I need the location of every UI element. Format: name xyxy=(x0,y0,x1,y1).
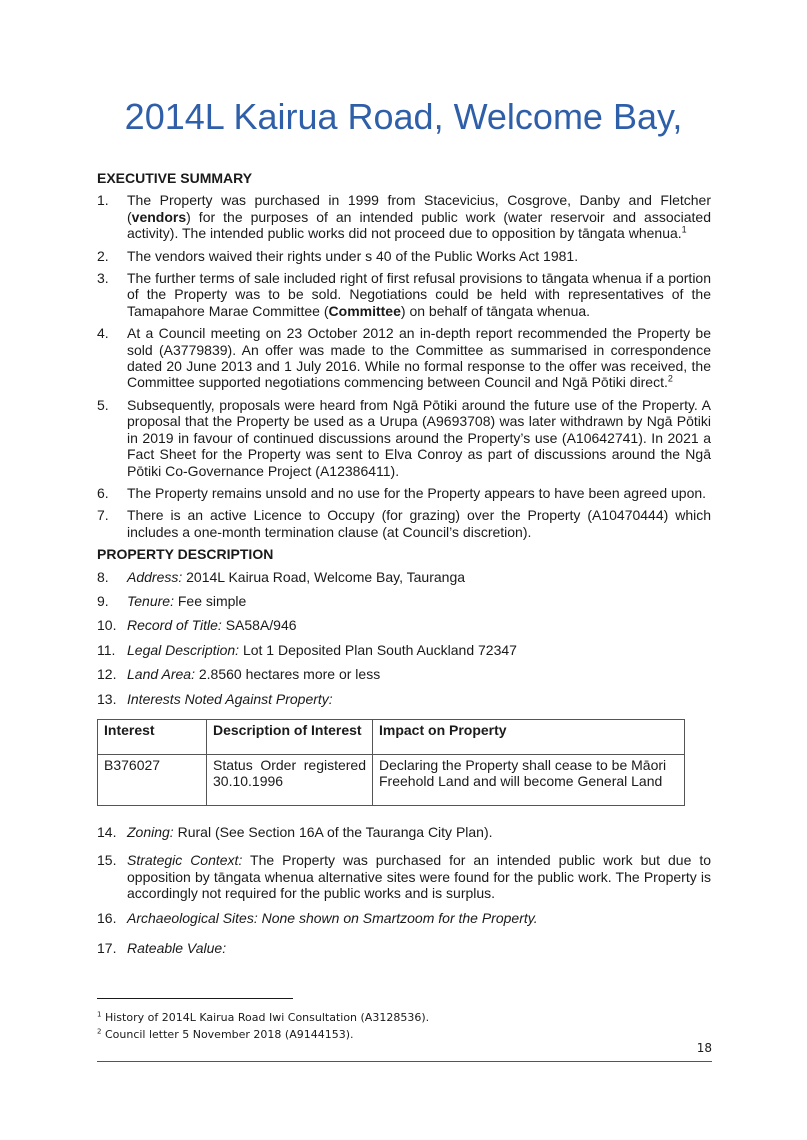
list-item xyxy=(97,642,711,658)
item-value: Rural (See Section 16A of the Tauranga City Plan). xyxy=(173,823,493,840)
item-number: 6. xyxy=(97,484,109,501)
item-value: Fee simple xyxy=(173,592,247,609)
item-number: 14. xyxy=(97,823,117,840)
item-text: The vendors waived their rights under s 40 of the Public Works Act 1981. xyxy=(127,247,579,264)
item-number: 16. xyxy=(97,909,117,926)
list-item xyxy=(97,824,711,840)
list-item xyxy=(97,507,711,540)
item-number: 4. xyxy=(97,325,109,342)
item-text: There is an active Licence to Occupy (for grazing) over the Property (A10470444) which includes a one-month termination clause (at Council’s discretion). xyxy=(127,507,711,540)
property-description-list-continued xyxy=(97,824,711,956)
list-item xyxy=(97,852,711,901)
item-label: Land Area: xyxy=(127,666,195,683)
executive-summary-list xyxy=(97,192,711,540)
defined-term: vendors xyxy=(131,208,187,225)
item-text: ) for the purposes of an intended public work (water reservoir and associated activity). The intended public works did not proceed due to opposition by tāngata whenua. xyxy=(127,208,711,242)
item-label: Tenure: xyxy=(127,592,174,609)
table-cell: B376027 xyxy=(98,754,207,805)
footnote-ref: 1 xyxy=(681,224,687,235)
list-item xyxy=(97,325,711,391)
list-item xyxy=(97,940,711,956)
item-value: 2014L Kairua Road, Welcome Bay, Tauranga xyxy=(182,568,466,585)
page-title: 2014L Kairua Road, Welcome Bay, xyxy=(124,96,683,137)
item-value: Lot 1 Deposited Plan South Auckland 72347 xyxy=(239,641,517,658)
item-number: 1. xyxy=(97,192,109,209)
item-label: Address: xyxy=(127,568,183,585)
list-item xyxy=(97,691,711,707)
item-label: Archaeological Sites: None shown on Smartzoom for the Property. xyxy=(127,909,538,926)
footnote xyxy=(97,1009,429,1026)
item-text: ) on behalf of tāngata whenua. xyxy=(400,302,591,319)
item-text: The further terms of sale included right of first refusal provisions to tāngata whenua if a portion of the Property was to be sold. Negotiations could be held with representatives of the Tamapahore Marae Committee ( xyxy=(127,270,711,319)
item-number: 11. xyxy=(97,641,116,658)
item-number: 15. xyxy=(97,852,117,869)
item-value: SA58A/946 xyxy=(221,617,297,634)
item-number: 2. xyxy=(97,247,109,264)
defined-term: Committee xyxy=(328,302,401,319)
item-number: 13. xyxy=(97,690,117,707)
document-body xyxy=(97,170,711,964)
column-header: Impact on Property xyxy=(373,719,685,754)
page-number: 18 xyxy=(696,1041,712,1055)
list-item xyxy=(97,593,711,609)
list-item xyxy=(97,666,711,682)
item-number: 8. xyxy=(97,568,109,585)
footnote-ref: 2 xyxy=(667,373,673,384)
column-header: Description of Interest xyxy=(207,719,373,754)
item-text: At a Council meeting on 23 October 2012 an in-depth report recommended the Property be sold (A3779839). An offer was made to the Committee as summarised in correspondence dated 20 June 2013 and 1 July 2016. While no formal response to the offer was received, the Committee supported negotiations commencing between Council and Ngā Pōtiki direct. xyxy=(127,325,711,391)
item-number: 10. xyxy=(97,617,117,634)
item-text: Subsequently, proposals were heard from Ngā Pōtiki around the future use of the Property. A proposal that the Property be used as a Urupa (A9693708) was later withdrawn by Ngā Pōtiki in 2019 in favour of continued discussions around the Property’s use (A10642741). In 2021 a Fact Sheet for the Property was sent to Elva Conroy as part of discussions around the Ngā Pōtiki Co-Governance Project (A12386411). xyxy=(127,396,711,479)
list-item xyxy=(97,485,711,501)
item-label: Zoning: xyxy=(127,823,174,840)
list-item xyxy=(97,617,711,633)
list-item xyxy=(97,248,711,264)
footnote-separator xyxy=(97,998,293,999)
list-item xyxy=(97,192,711,241)
item-number: 7. xyxy=(97,507,109,524)
item-number: 5. xyxy=(97,396,109,413)
item-text: The Property remains unsold and no use for the Property appears to have been agreed upon. xyxy=(127,484,707,501)
list-item xyxy=(97,270,711,319)
list-item xyxy=(97,910,711,926)
item-label: Interests Noted Against Property: xyxy=(127,690,333,707)
footnote-text: Council letter 5 November 2018 (A9144153). xyxy=(104,1028,354,1041)
item-number: 9. xyxy=(97,592,109,609)
footnote-text: History of 2014L Kairua Road Iwi Consultation (A3128536). xyxy=(104,1011,430,1024)
property-description-heading: PROPERTY DESCRIPTION xyxy=(97,546,274,563)
footnote xyxy=(97,1026,429,1043)
footer-rule xyxy=(97,1061,712,1062)
list-item xyxy=(97,569,711,585)
item-label: Legal Description: xyxy=(127,641,240,658)
property-description-list xyxy=(97,569,711,707)
item-value: 2.8560 hectares more or less xyxy=(194,666,381,683)
item-label: Record of Title: xyxy=(127,617,222,634)
list-item xyxy=(97,397,711,479)
table-cell: Status Order registered 30.10.1996 xyxy=(207,754,373,805)
item-value: The Property was purchased for an intended public work but due to opposition by tāngata whenua alternative sites were found for the public work. The Property is accordingly not required for the public works and is surplus. xyxy=(127,852,712,902)
footnote-number: 1 xyxy=(97,1010,102,1019)
table-header-row xyxy=(98,719,685,754)
interests-table xyxy=(97,719,685,806)
table-cell: Declaring the Property shall cease to be Māori Freehold Land and will become General Land xyxy=(373,754,685,805)
column-header: Interest xyxy=(98,719,207,754)
item-label: Rateable Value: xyxy=(127,940,227,956)
item-number: 17. xyxy=(97,940,117,956)
item-text: The Property was purchased in 1999 from Stacevicius, Cosgrove, Danby and Fletcher ( xyxy=(127,192,711,225)
executive-summary-heading: EXECUTIVE SUMMARY xyxy=(97,170,253,186)
footnote-number: 2 xyxy=(97,1027,102,1036)
footnotes xyxy=(97,1009,429,1043)
item-number: 3. xyxy=(97,270,109,287)
item-label: Strategic Context: xyxy=(127,852,243,869)
item-number: 12. xyxy=(97,666,117,683)
table-row xyxy=(98,754,685,805)
